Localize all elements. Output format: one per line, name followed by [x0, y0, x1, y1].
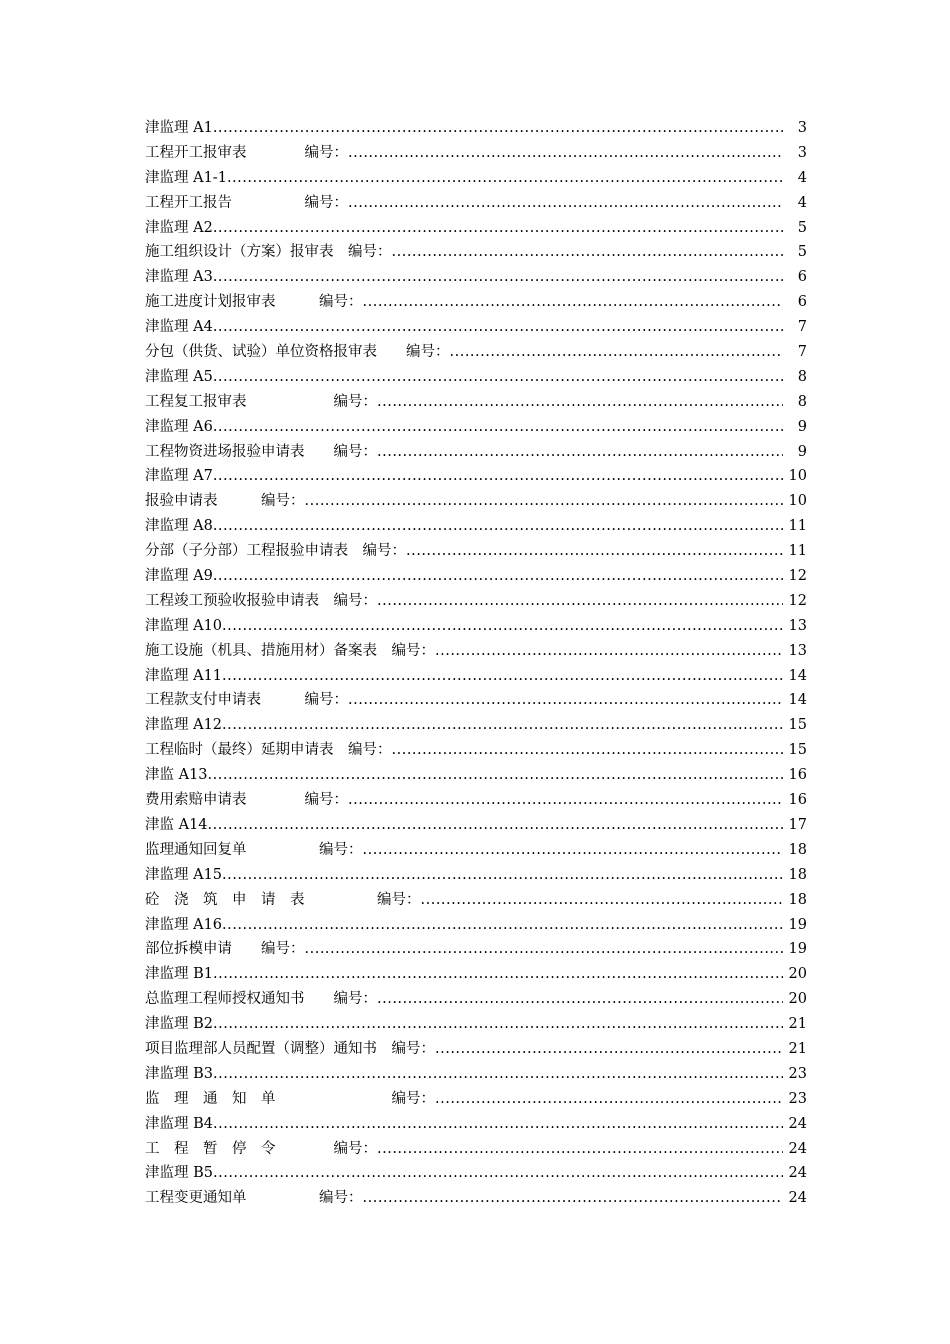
toc-entry[interactable] [145, 116, 807, 141]
toc-entry-page-number: 14 [788, 692, 807, 709]
toc-entry[interactable] [145, 664, 807, 689]
toc-entry-title: 津监理 B3 [145, 1065, 213, 1082]
toc-entry[interactable] [145, 763, 807, 788]
toc-entry-title: 津监理 A6 [145, 418, 213, 435]
toc-entry-page-number: 3 [797, 120, 807, 136]
toc-entry-title: 津监理 B1 [145, 966, 213, 983]
toc-entry-title: 工程开工报告 编号： [145, 194, 348, 211]
toc-entry-page-number: 10 [788, 468, 807, 485]
toc-entry-title: 津监理 A15 [145, 866, 223, 883]
toc-entry-title: 津监理 B2 [145, 1016, 213, 1033]
toc-entry[interactable] [145, 166, 807, 191]
toc-entry-page-number: 3 [797, 144, 807, 161]
toc-entry-page-number: 24 [788, 1140, 807, 1157]
toc-entry[interactable] [145, 1186, 807, 1211]
toc-entry-title: 津监理 A10 [145, 617, 223, 634]
toc-entry[interactable] [145, 1062, 807, 1087]
toc-leader-dots [392, 738, 783, 763]
toc-entry[interactable] [145, 937, 807, 962]
toc-entry[interactable] [145, 738, 807, 763]
toc-entry-page-number: 9 [797, 443, 807, 460]
toc-entry[interactable] [145, 489, 807, 514]
toc-entry[interactable] [145, 888, 807, 913]
toc-entry[interactable] [145, 788, 807, 813]
toc-entry-title: 津监理 A8 [145, 518, 213, 535]
toc-entry-title: 工程复工报审表 编号： [145, 393, 377, 410]
toc-entry[interactable] [145, 365, 807, 390]
toc-entry[interactable] [145, 1012, 807, 1037]
toc-entry[interactable] [145, 315, 807, 340]
toc-entry[interactable] [145, 1137, 807, 1162]
toc-entry[interactable] [145, 340, 807, 365]
toc-entry[interactable] [145, 240, 807, 265]
toc-entry[interactable] [145, 415, 807, 440]
toc-entry-page-number: 16 [788, 767, 807, 784]
toc-entry-page-number: 19 [788, 941, 807, 958]
toc-entry-page-number: 10 [788, 493, 807, 510]
toc-entry-page-number: 17 [788, 816, 807, 833]
toc-entry-title: 津监理 A5 [145, 368, 213, 385]
toc-leader-dots [213, 1012, 783, 1037]
toc-leader-dots [377, 1137, 783, 1162]
toc-leader-dots [213, 1112, 783, 1137]
toc-entry-page-number: 21 [788, 1016, 807, 1033]
toc-leader-dots [348, 191, 783, 216]
toc-leader-dots [377, 390, 783, 415]
toc-entry[interactable] [145, 1037, 807, 1062]
toc-leader-dots [222, 913, 783, 938]
toc-entry-page-number: 20 [788, 991, 807, 1008]
toc-leader-dots [213, 116, 783, 141]
toc-entry-title: 监 理 通 知 单 编号： [145, 1090, 435, 1107]
toc-entry-page-number: 18 [788, 891, 807, 908]
toc-entry-title: 津监理 A4 [145, 319, 213, 336]
toc-entry-title: 津监 A13 [145, 767, 208, 784]
toc-entry-title: 津监理 A2 [145, 219, 213, 236]
toc-entry-title: 分部（子分部）工程报验申请表 编号： [145, 543, 406, 560]
toc-leader-dots [213, 1062, 783, 1087]
toc-leader-dots [377, 440, 783, 465]
toc-entry-page-number: 15 [788, 717, 807, 734]
toc-entry[interactable] [145, 863, 807, 888]
toc-entry-title: 报验申请表 编号： [145, 493, 305, 510]
toc-entry[interactable] [145, 1087, 807, 1112]
toc-entry-page-number: 11 [788, 543, 807, 560]
toc-entry-page-number: 23 [788, 1090, 807, 1107]
toc-entry[interactable] [145, 713, 807, 738]
toc-entry-title: 津监理 A9 [145, 568, 213, 585]
toc-entry[interactable] [145, 191, 807, 216]
toc-entry-title: 部位拆模申请 编号： [145, 941, 305, 958]
toc-leader-dots [208, 763, 783, 788]
toc-entry-page-number: 7 [797, 344, 807, 361]
toc-entry-page-number: 9 [797, 418, 807, 435]
toc-entry-title: 津监 A14 [145, 816, 208, 833]
toc-entry[interactable] [145, 440, 807, 465]
toc-leader-dots [305, 937, 783, 962]
toc-entry-title: 监理通知回复单 编号： [145, 841, 363, 858]
toc-entry-page-number: 4 [797, 169, 807, 186]
toc-entry-page-number: 5 [797, 244, 807, 261]
toc-entry-title: 分包（供货、试验）单位资格报审表 编号： [145, 344, 450, 361]
toc-entry-title: 工程临时（最终）延期申请表 编号： [145, 742, 392, 759]
toc-leader-dots [348, 688, 783, 713]
toc-entry[interactable] [145, 390, 807, 415]
toc-entry-title: 工程变更通知单 编号： [145, 1190, 363, 1207]
toc-leader-dots [213, 415, 783, 440]
toc-entry[interactable] [145, 141, 807, 166]
toc-entry-title: 津监理 A12 [145, 717, 223, 734]
toc-entry[interactable] [145, 290, 807, 315]
toc-entry-title: 津监理 B5 [145, 1165, 213, 1182]
table-of-contents [145, 116, 807, 1211]
toc-leader-dots [406, 539, 783, 564]
toc-leader-dots [208, 813, 783, 838]
toc-leader-dots [213, 564, 783, 589]
toc-entry-page-number: 18 [788, 841, 807, 858]
toc-entry-title: 费用索赔申请表 编号： [145, 792, 348, 809]
toc-entry-title: 工程竣工预验收报验申请表 编号： [145, 592, 377, 609]
toc-leader-dots [363, 838, 783, 863]
toc-entry-title: 项目监理部人员配置（调整）通知书 编号： [145, 1040, 435, 1057]
toc-leader-dots [213, 1161, 783, 1186]
toc-entry-page-number: 14 [788, 667, 807, 684]
toc-leader-dots [213, 315, 783, 340]
toc-entry-title: 津监理 A7 [145, 468, 213, 485]
toc-entry-page-number: 8 [797, 393, 807, 410]
toc-leader-dots [222, 713, 783, 738]
toc-entry[interactable] [145, 564, 807, 589]
toc-entry-page-number: 11 [788, 518, 807, 535]
toc-entry[interactable] [145, 539, 807, 564]
toc-entry[interactable] [145, 514, 807, 539]
toc-leader-dots [348, 141, 783, 166]
toc-entry[interactable] [145, 1161, 807, 1186]
toc-entry-page-number: 5 [797, 219, 807, 236]
toc-leader-dots [222, 614, 783, 639]
toc-leader-dots [363, 1186, 783, 1211]
toc-entry-page-number: 15 [788, 742, 807, 759]
toc-entry-page-number: 20 [788, 966, 807, 983]
toc-entry-title: 津监理 A16 [145, 916, 223, 933]
toc-entry-title: 津监理 B4 [145, 1115, 213, 1132]
toc-entry-title: 工 程 暂 停 令 编号： [145, 1140, 377, 1157]
toc-leader-dots [450, 340, 784, 365]
toc-entry[interactable] [145, 962, 807, 987]
toc-entry-title: 工程物资进场报验申请表 编号： [145, 443, 377, 460]
toc-entry-page-number: 8 [797, 368, 807, 385]
toc-entry[interactable] [145, 688, 807, 713]
toc-leader-dots [213, 464, 783, 489]
toc-entry-title: 施工进度计划报审表 编号： [145, 294, 363, 311]
toc-entry[interactable] [145, 987, 807, 1012]
toc-entry-title: 津监理 A11 [145, 667, 223, 684]
toc-leader-dots [227, 166, 783, 191]
toc-leader-dots [435, 1037, 783, 1062]
toc-entry-page-number: 4 [797, 194, 807, 211]
toc-entry-title: 总监理工程师授权通知书 编号： [145, 991, 377, 1008]
toc-entry[interactable] [145, 813, 807, 838]
toc-leader-dots [421, 888, 783, 913]
toc-entry-page-number: 16 [788, 792, 807, 809]
toc-leader-dots [305, 489, 783, 514]
toc-leader-dots [213, 216, 783, 241]
toc-entry-page-number: 6 [797, 269, 807, 286]
toc-entry[interactable] [145, 614, 807, 639]
toc-entry-title: 工程款支付申请表 编号： [145, 692, 348, 709]
toc-entry-title: 施工组织设计（方案）报审表 编号： [145, 244, 392, 261]
toc-leader-dots [213, 962, 783, 987]
toc-entry[interactable] [145, 265, 807, 290]
toc-entry-page-number: 12 [788, 592, 807, 609]
toc-entry[interactable] [145, 838, 807, 863]
toc-entry-page-number: 12 [788, 568, 807, 585]
toc-entry[interactable] [145, 464, 807, 489]
toc-entry-page-number: 18 [788, 866, 807, 883]
toc-leader-dots [222, 664, 783, 689]
toc-entry[interactable] [145, 216, 807, 241]
toc-entry-page-number: 7 [797, 319, 807, 336]
toc-entry-title: 津监理 A1 [145, 120, 213, 136]
toc-entry-title: 津监理 A3 [145, 269, 213, 286]
toc-entry-title: 工程开工报审表 编号： [145, 144, 348, 161]
toc-entry-page-number: 24 [788, 1190, 807, 1207]
toc-entry-page-number: 6 [797, 294, 807, 311]
toc-leader-dots [392, 240, 784, 265]
toc-leader-dots [213, 365, 783, 390]
toc-leader-dots [377, 589, 783, 614]
toc-entry-title: 施工设施（机具、措施用材）备案表 编号： [145, 642, 435, 659]
toc-entry-page-number: 13 [788, 642, 807, 659]
toc-entry[interactable] [145, 913, 807, 938]
toc-leader-dots [222, 863, 783, 888]
toc-leader-dots [348, 788, 783, 813]
toc-leader-dots [435, 639, 783, 664]
toc-entry-title: 津监理 A1-1 [145, 169, 227, 186]
toc-leader-dots [377, 987, 783, 1012]
toc-leader-dots [363, 290, 784, 315]
toc-entry-page-number: 13 [788, 617, 807, 634]
toc-entry[interactable] [145, 1112, 807, 1137]
toc-entry[interactable] [145, 589, 807, 614]
toc-entry[interactable] [145, 639, 807, 664]
toc-leader-dots [435, 1087, 783, 1112]
toc-entry-page-number: 24 [788, 1165, 807, 1182]
toc-leader-dots [213, 514, 783, 539]
toc-entry-title: 砼 浇 筑 申 请 表 编号： [145, 891, 421, 908]
toc-leader-dots [213, 265, 783, 290]
toc-entry-page-number: 23 [788, 1065, 807, 1082]
toc-entry-page-number: 21 [788, 1040, 807, 1057]
toc-entry-page-number: 24 [788, 1115, 807, 1132]
toc-entry-page-number: 19 [788, 916, 807, 933]
